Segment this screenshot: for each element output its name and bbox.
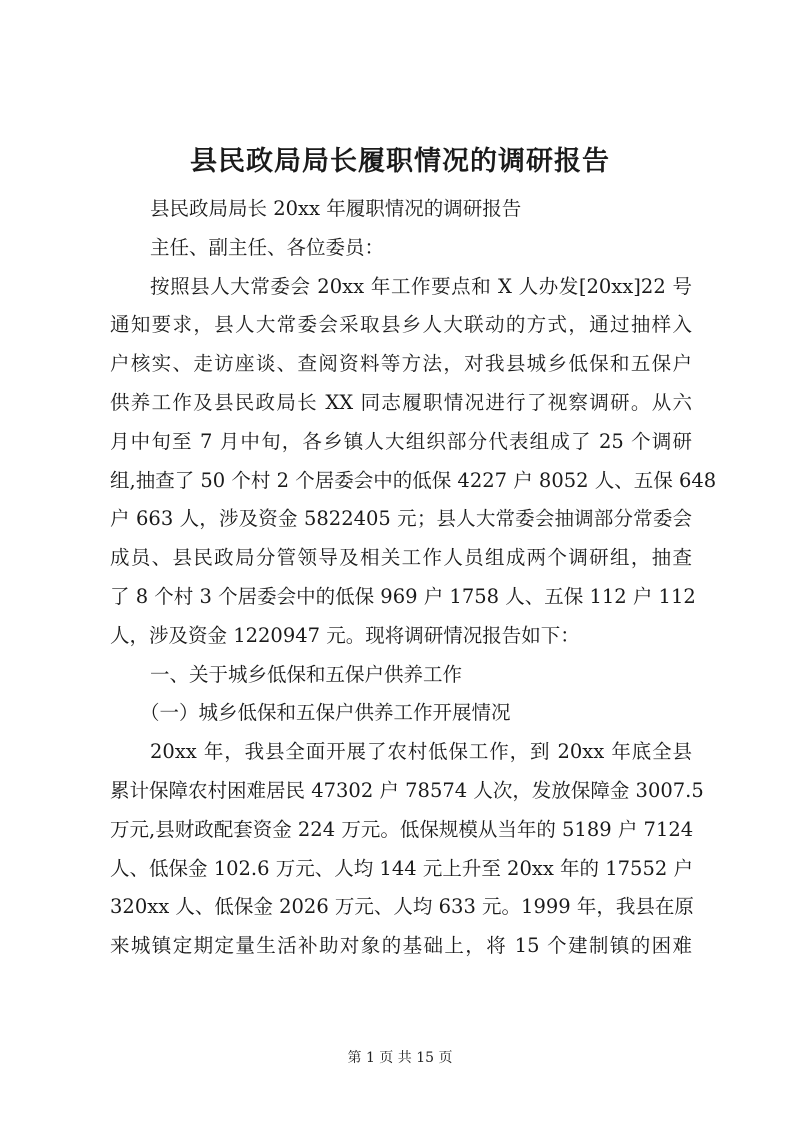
text-line: （一）城乡低保和五保户供养工作开展情况	[140, 701, 511, 725]
text-line: 累计保障农村困难居民 47302 户 78574 人次，发放保障金 3007.5	[110, 778, 704, 802]
text-line: 户核实、走访座谈、查阅资料等方法，对我县城乡低保和五保户	[110, 352, 692, 376]
document-body	[110, 190, 717, 966]
text-line: 月中旬至 7 月中旬，各乡镇人大组织部分代表组成了 25 个调研	[110, 429, 692, 453]
page-footer: 第 1 页 共 15 页	[347, 1050, 453, 1066]
text-line: 来城镇定期定量生活补助对象的基础上，将 15 个建制镇的困难	[110, 934, 692, 958]
text-line: 一、关于城乡低保和五保户供养工作	[150, 662, 463, 686]
text-line: 按照县人大常委会 20xx 年工作要点和 X 人办发[20xx]22 号	[150, 274, 692, 298]
text-line: 20xx 年，我县全面开展了农村低保工作，到 20xx 年底全县	[150, 740, 692, 764]
document-title: 县民政局局长履职情况的调研报告	[190, 146, 610, 177]
text-line: 人、低保金 102.6 万元、人均 144 元上升至 20xx 年的 17552 户	[110, 856, 693, 880]
text-line: 320xx 人、低保金 2026 万元、人均 633 元。1999 年，我县在原	[110, 895, 694, 919]
text-line: 人，涉及资金 1220947 元。现将调研情况报告如下：	[110, 623, 580, 647]
text-line: 通知要求，县人大常委会采取县乡人大联动的方式，通过抽样入	[110, 313, 692, 337]
text-line: 万元,县财政配套资金 224 万元。低保规模从当年的 5189 户 7124	[110, 817, 694, 841]
text-line: 主任、副主任、各位委员：	[150, 235, 385, 259]
text-line: 组,抽查了 50 个村 2 个居委会中的低保 4227 户 8052 人、五保 648	[110, 468, 717, 492]
text-line: 供养工作及县民政局长 XX 同志履职情况进行了视察调研。从六	[110, 390, 692, 414]
text-line: 了 8 个村 3 个居委会中的低保 969 户 1758 人、五保 112 户 112	[110, 584, 696, 608]
text-line: 成员、县民政局分管领导及相关工作人员组成两个调研组，抽查	[110, 546, 692, 570]
text-line: 县民政局局长 20xx 年履职情况的调研报告	[150, 197, 522, 220]
text-line: 户 663 人，涉及资金 5822405 元；县人大常委会抽调部分常委会	[110, 507, 692, 531]
